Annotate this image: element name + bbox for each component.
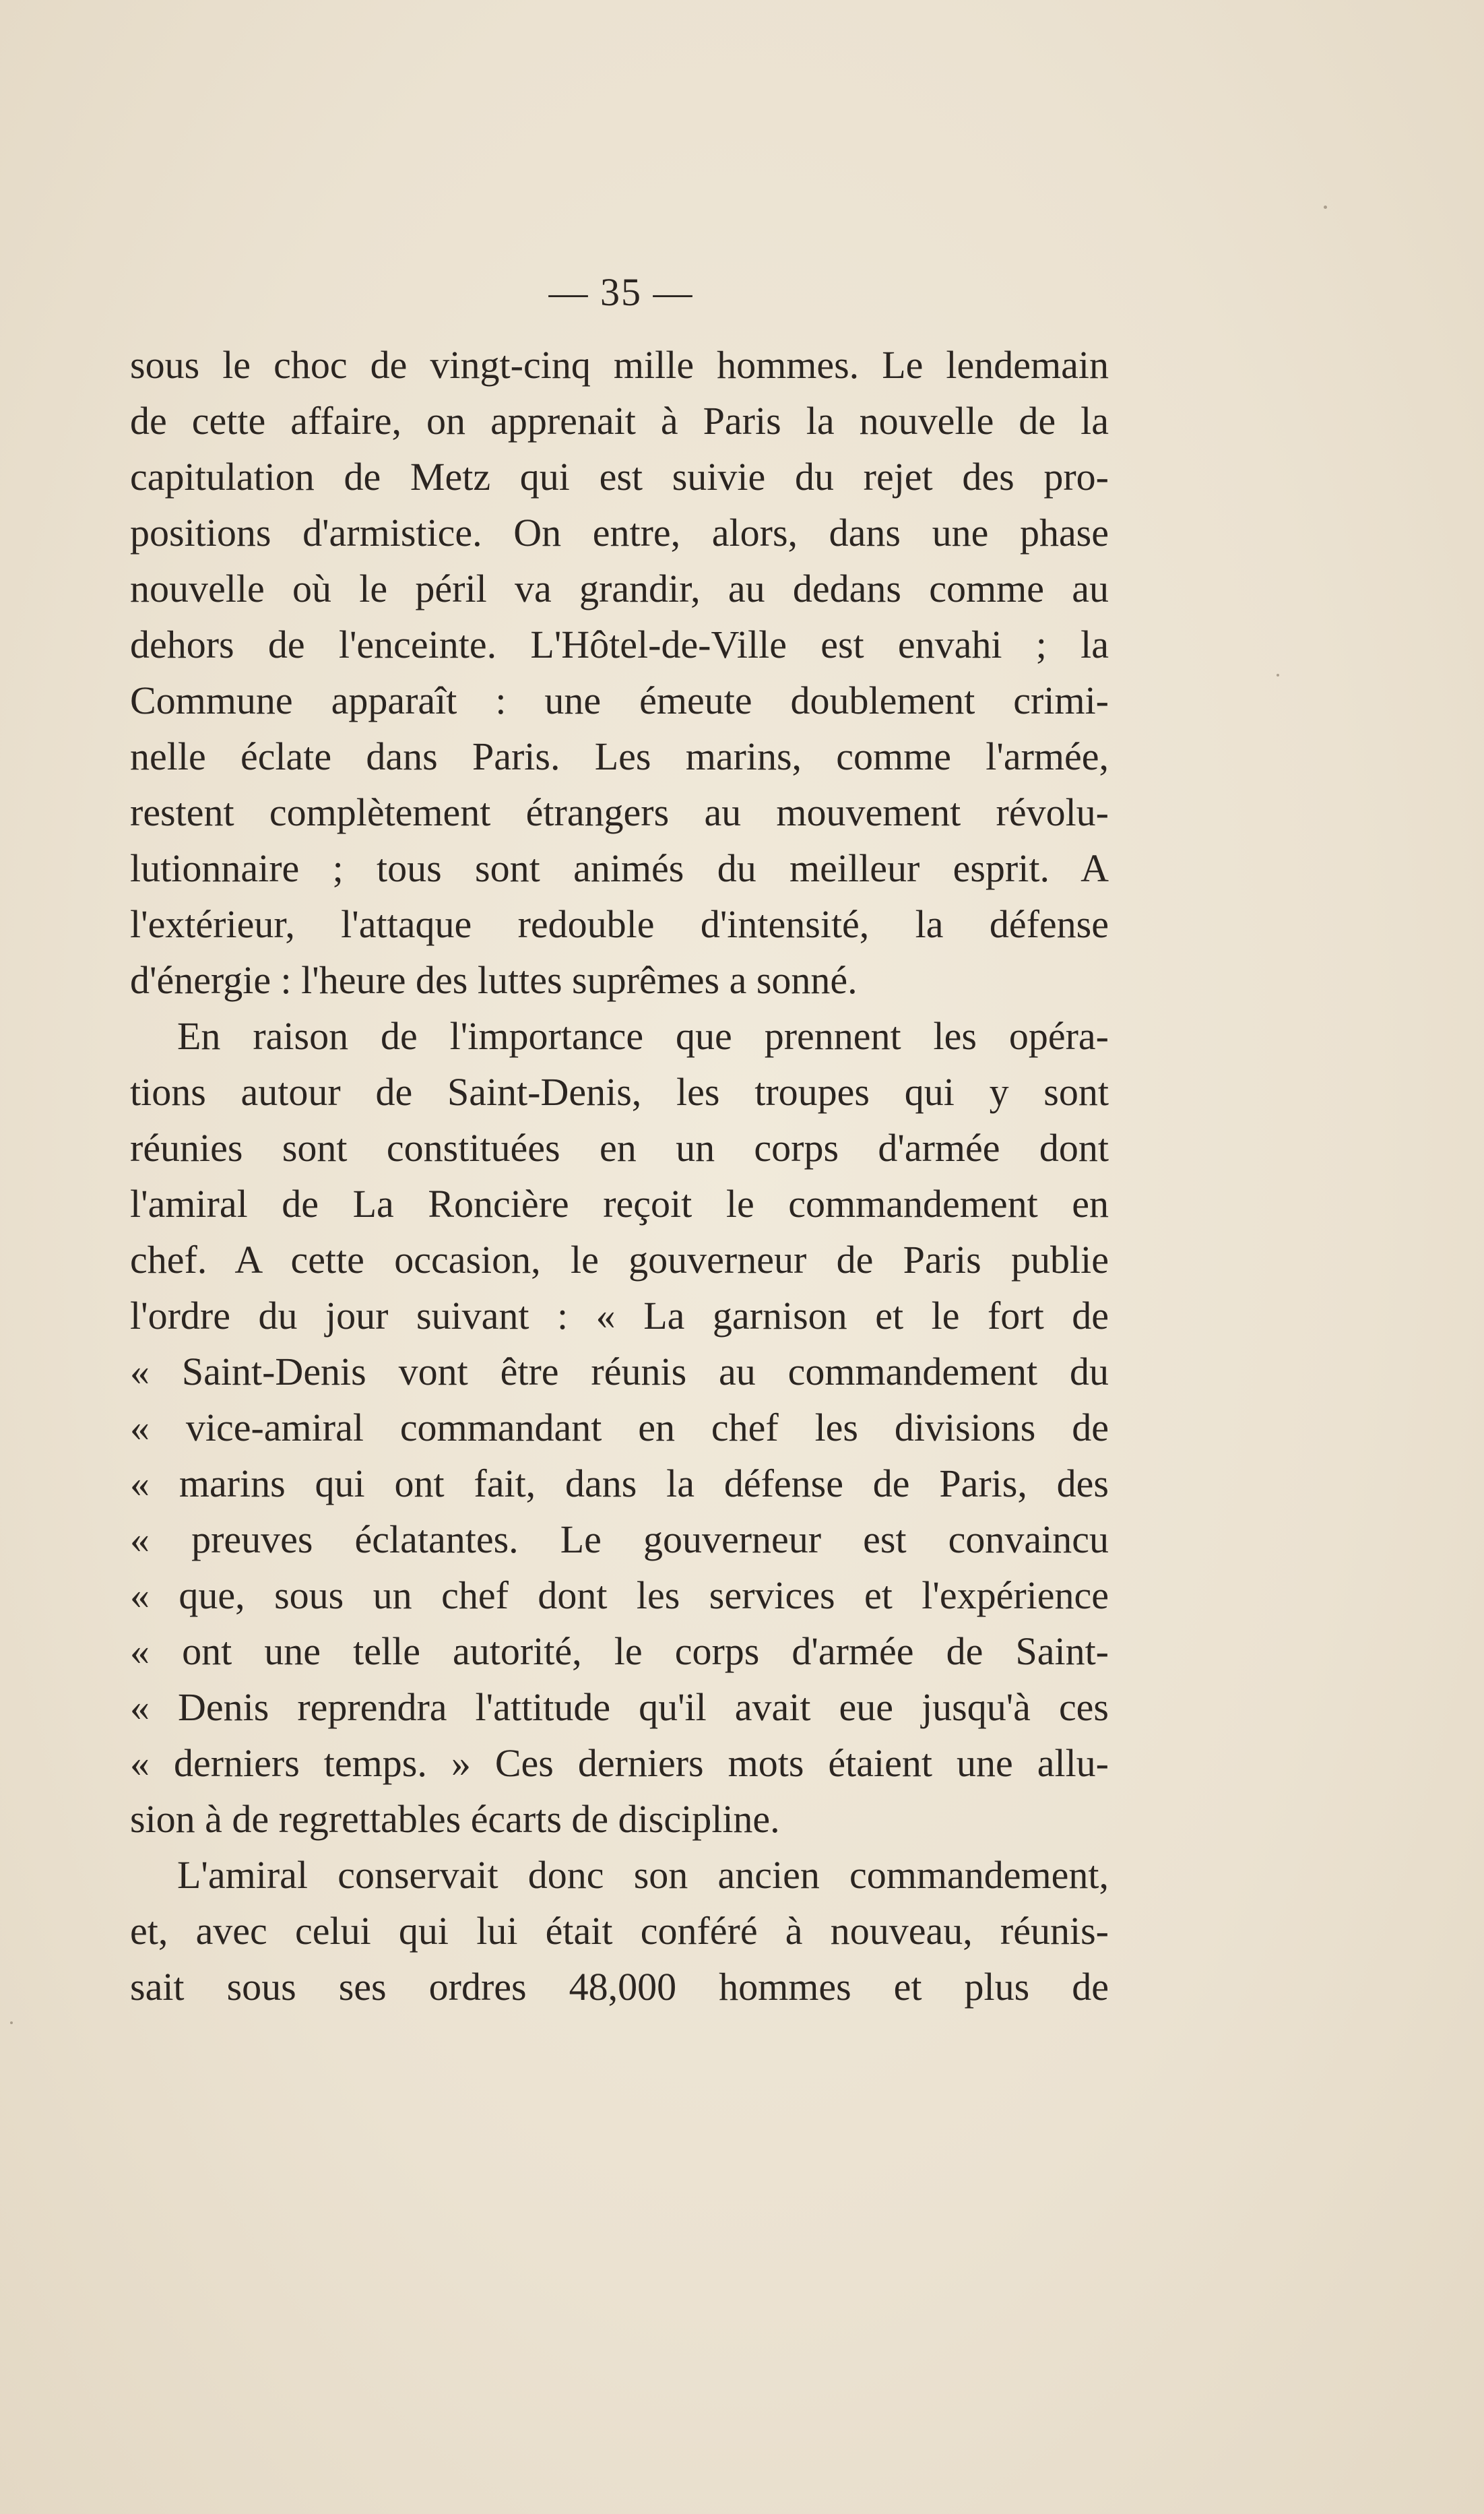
text-line: sait sous ses ordres 48,000 hommes et plus de <box>130 1965 1109 2009</box>
text-line: « marins qui ont fait, dans la défense de Paris, des <box>130 1462 1109 1505</box>
text-line: Commune apparaît : une émeute doublement crimi- <box>130 679 1109 722</box>
text-line: « ont une telle autorité, le corps d'armée de Saint- <box>130 1629 1109 1673</box>
text-line: lutionnaire ; tous sont animés du meilleur esprit. A <box>130 846 1109 890</box>
text-line: chef. A cette occasion, le gouverneur de Paris publie <box>130 1238 1109 1282</box>
text-line: « derniers temps. » Ces derniers mots étaient une allu- <box>130 1741 1109 1785</box>
body-text <box>130 337 1109 2015</box>
text-line: sion à de regrettables écarts de discipline. <box>130 1797 780 1841</box>
text-line: nelle éclate dans Paris. Les marins, comme l'armée, <box>130 734 1109 778</box>
text-line: « Saint-Denis vont être réunis au commandement du <box>130 1350 1109 1393</box>
text-line: l'extérieur, l'attaque redouble d'intensité, la défense <box>130 902 1109 946</box>
text-line: dehors de l'enceinte. L'Hôtel-de-Ville est envahi ; la <box>130 623 1109 666</box>
text-line: sous le choc de vingt-cinq mille hommes. Le lendemain <box>130 343 1109 387</box>
text-line: « vice-amiral commandant en chef les divisions de <box>130 1406 1109 1449</box>
text-line: capitulation de Metz qui est suivie du rejet des pro- <box>130 455 1109 499</box>
text-line: l'amiral de La Roncière reçoit le commandement en <box>130 1182 1109 1226</box>
text-line: restent complètement étrangers au mouvement révolu- <box>130 790 1109 834</box>
text-line: et, avec celui qui lui était conféré à nouveau, réunis- <box>130 1909 1109 1953</box>
text-line: L'amiral conservait donc son ancien commandement, <box>177 1853 1109 1897</box>
text-line: « que, sous un chef dont les services et l'expérience <box>130 1573 1109 1617</box>
text-line: « preuves éclatantes. Le gouverneur est convaincu <box>130 1517 1109 1561</box>
text-line: réunies sont constituées en un corps d'armée dont <box>130 1126 1109 1170</box>
paper-speck <box>1277 674 1279 677</box>
text-line: « Denis reprendra l'attitude qu'il avait eue jusqu'à ces <box>130 1685 1109 1729</box>
text-line: En raison de l'importance que prennent les opéra- <box>177 1014 1109 1058</box>
text-line: d'énergie : l'heure des luttes suprêmes a sonné. <box>130 958 858 1002</box>
page-number: — 35 — <box>548 270 694 314</box>
text-line: positions d'armistice. On entre, alors, dans une phase <box>130 511 1109 555</box>
text-line: de cette affaire, on apprenait à Paris la nouvelle de la <box>130 399 1109 443</box>
text-line: nouvelle où le péril va grandir, au dedans comme au <box>130 567 1109 610</box>
paper-speck <box>1324 206 1327 209</box>
text-line: l'ordre du jour suivant : « La garnison et le fort de <box>130 1294 1109 1338</box>
text-line: tions autour de Saint-Denis, les troupes qui y sont <box>130 1070 1109 1114</box>
paper-speck <box>10 2021 13 2024</box>
